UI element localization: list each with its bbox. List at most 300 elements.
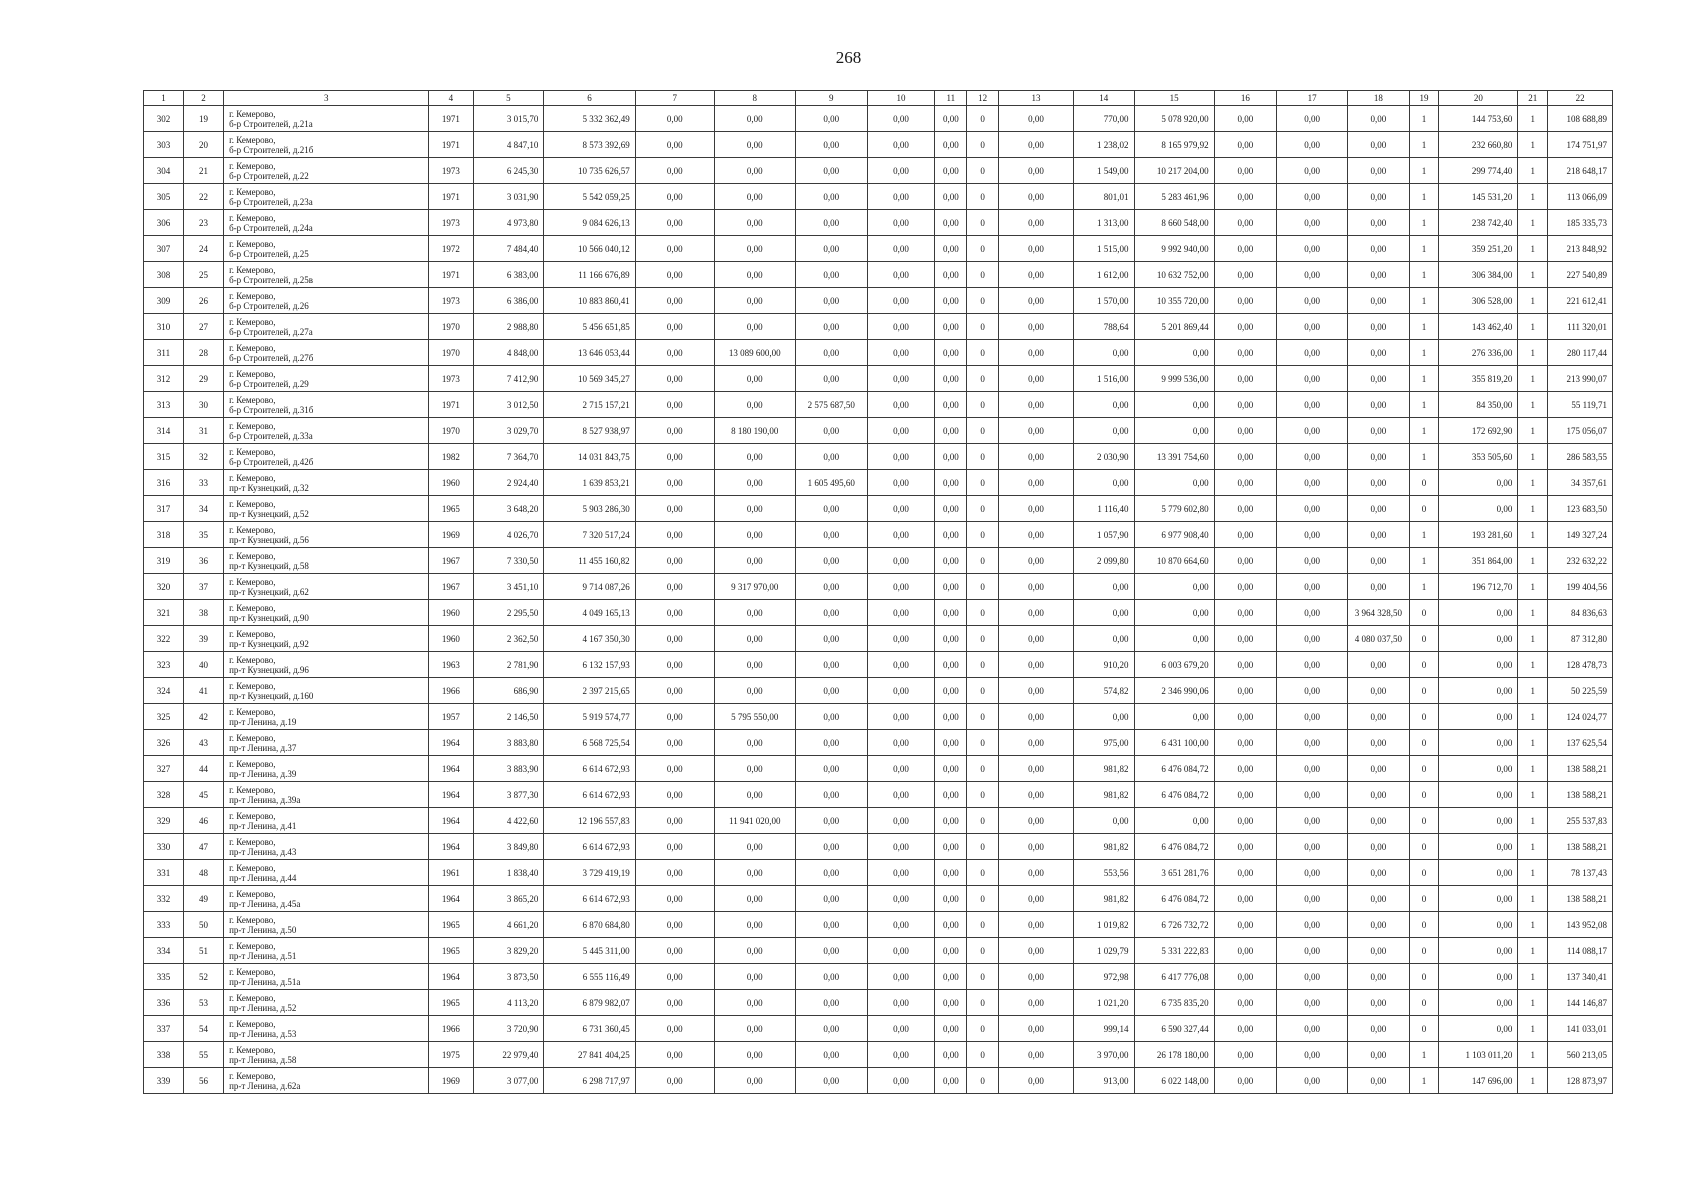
table-cell: 0,00 [999,262,1074,288]
table-row [144,418,1613,444]
table-cell: 6 003 679,20 [1134,652,1214,678]
table-cell: 1 [1409,106,1439,132]
table-cell: 0,00 [1348,210,1410,236]
table-cell: 0 [1409,470,1439,496]
table-cell: 29 [184,366,224,392]
table-cell: 2 715 157,21 [544,392,635,418]
page-number: 268 [835,48,862,67]
table-cell: 138 588,21 [1548,834,1613,860]
address-street: пр-т Кузнецкий, д.56 [229,534,309,545]
table-cell: 0,00 [867,418,935,444]
column-number-7: 7 [635,91,714,106]
table-cell: 50 225,59 [1548,678,1613,704]
table-cell: 0,00 [1134,418,1214,444]
table-cell: 0,00 [714,106,795,132]
table-cell: 322 [144,626,184,652]
table-cell: 0,00 [1277,496,1348,522]
table-cell: 0 [967,886,999,912]
table-row [144,652,1613,678]
table-cell: 46 [184,808,224,834]
table-cell: 6 568 725,54 [544,730,635,756]
table-cell: 0,00 [935,496,967,522]
table-cell: 1970 [429,418,473,444]
address-street: б-р Строителей, д.29 [229,378,309,389]
table-cell: 227 540,89 [1548,262,1613,288]
table-cell: 47 [184,834,224,860]
table-cell: 149 327,24 [1548,522,1613,548]
table-cell: 4 422,60 [473,808,544,834]
table-cell: 0,00 [1214,1068,1277,1094]
table-cell: 0,00 [867,444,935,470]
address-city: г. Кемерово, [229,758,276,769]
table-cell: 1 [1409,340,1439,366]
table-cell: 1964 [429,834,473,860]
table-cell: 0,00 [999,574,1074,600]
table-cell: 232 632,22 [1548,548,1613,574]
address-cell [224,756,429,782]
table-cell: 2 924,40 [473,470,544,496]
table-cell: 1 [1518,652,1548,678]
address-cell [224,106,429,132]
table-cell: 316 [144,470,184,496]
table-cell: 0,00 [1348,418,1410,444]
column-number-20: 20 [1439,91,1518,106]
table-cell: 4 847,10 [473,132,544,158]
table-cell: 3 451,10 [473,574,544,600]
table-cell: 333 [144,912,184,938]
table-cell: 0,00 [1134,340,1214,366]
table-cell: 0,00 [635,288,714,314]
table-cell: 5 779 602,80 [1134,496,1214,522]
table-cell: 2 030,90 [1073,444,1134,470]
table-cell: 0,00 [1214,288,1277,314]
table-cell: 2 988,80 [473,314,544,340]
table-cell: 0,00 [1214,834,1277,860]
table-cell: 0 [967,652,999,678]
table-cell: 0,00 [795,262,867,288]
table-row [144,158,1613,184]
table-cell: 0,00 [635,236,714,262]
table-cell: 0 [1409,652,1439,678]
table-cell: 11 455 160,82 [544,548,635,574]
table-cell: 0,00 [1214,496,1277,522]
table-cell: 53 [184,990,224,1016]
table-cell: 8 527 938,97 [544,418,635,444]
table-cell: 1965 [429,912,473,938]
address-cell [224,704,429,730]
table-cell: 1970 [429,314,473,340]
address-city: г. Кемерово, [229,472,276,483]
address-street: пр-т Ленина, д.45а [229,898,301,909]
table-cell: 5 445 311,00 [544,938,635,964]
table-cell: 0,00 [1214,600,1277,626]
table-cell: 0,00 [999,860,1074,886]
table-cell: 0,00 [1214,730,1277,756]
address-cell [224,548,429,574]
table-cell: 0,00 [999,236,1074,262]
table-cell: 0,00 [1348,470,1410,496]
table-cell: 0,00 [1348,756,1410,782]
table-cell: 3 648,20 [473,496,544,522]
table-cell: 0,00 [1348,652,1410,678]
table-cell: 0,00 [867,704,935,730]
table-cell: 1 [1518,1016,1548,1042]
table-cell: 8 165 979,92 [1134,132,1214,158]
table-cell: 0,00 [1277,470,1348,496]
table-cell: 6 383,00 [473,262,544,288]
table-body [144,106,1613,1094]
table-cell: 0,00 [1073,626,1134,652]
table-cell: 6 417 776,08 [1134,964,1214,990]
table-cell: 0 [1409,938,1439,964]
table-cell: 0,00 [1277,574,1348,600]
table-cell: 6 870 684,80 [544,912,635,938]
table-cell: 0,00 [1214,444,1277,470]
table-cell: 325 [144,704,184,730]
table-cell: 0,00 [1348,574,1410,600]
table-cell: 0,00 [1214,808,1277,834]
address-city: г. Кемерово, [229,550,276,561]
column-number-8: 8 [714,91,795,106]
table-cell: 0,00 [795,314,867,340]
table-cell: 0,00 [795,548,867,574]
table-cell: 0,00 [935,834,967,860]
table-cell: 0,00 [935,106,967,132]
table-cell: 339 [144,1068,184,1094]
table-cell: 26 178 180,00 [1134,1042,1214,1068]
table-cell: 20 [184,132,224,158]
column-number-19: 19 [1409,91,1439,106]
table-row [144,548,1613,574]
table-cell: 0 [967,210,999,236]
table-cell: 6 022 148,00 [1134,1068,1214,1094]
table-cell: 13 646 053,44 [544,340,635,366]
table-cell: 0,00 [999,886,1074,912]
table-cell: 0,00 [1277,106,1348,132]
address-city: г. Кемерово, [229,160,276,171]
table-cell: 1 838,40 [473,860,544,886]
table-row [144,860,1613,886]
table-cell: 0,00 [1277,704,1348,730]
table-cell: 10 566 040,12 [544,236,635,262]
table-cell: 2 362,50 [473,626,544,652]
table-cell: 1 [1409,444,1439,470]
table-cell: 5 542 059,25 [544,184,635,210]
table-cell: 1 [1518,678,1548,704]
table-cell: 0,00 [714,158,795,184]
table-cell: 0 [967,314,999,340]
table-cell: 1 612,00 [1073,262,1134,288]
address-street: пр-т Кузнецкий, д.62 [229,586,309,597]
table-cell: 0 [967,782,999,808]
table-cell: 1 [1409,392,1439,418]
table-row [144,1042,1613,1068]
table-cell: 0,00 [999,626,1074,652]
table-cell: 0,00 [714,210,795,236]
table-cell: 0,00 [1214,652,1277,678]
table-cell: 23 [184,210,224,236]
table-cell: 0,00 [635,1016,714,1042]
table-cell: 22 979,40 [473,1042,544,1068]
table-cell: 0 [967,704,999,730]
table-cell: 43 [184,730,224,756]
table-cell: 5 283 461,96 [1134,184,1214,210]
address-street: б-р Строителей, д.25в [229,274,313,285]
table-row [144,1068,1613,1094]
table-cell: 32 [184,444,224,470]
table-row [144,470,1613,496]
address-street: б-р Строителей, д.23а [229,196,313,207]
table-cell: 0,00 [867,496,935,522]
table-cell: 0 [1409,496,1439,522]
table-cell: 1957 [429,704,473,730]
table-cell: 0,00 [999,834,1074,860]
table-cell: 308 [144,262,184,288]
table-cell: 55 [184,1042,224,1068]
table-cell: 1967 [429,548,473,574]
table-cell: 0,00 [635,522,714,548]
table-cell: 0,00 [1214,470,1277,496]
table-cell: 0,00 [867,600,935,626]
table-cell: 1964 [429,756,473,782]
table-cell: 3 964 328,50 [1348,600,1410,626]
table-cell: 27 841 404,25 [544,1042,635,1068]
address-city: г. Кемерово, [229,524,276,535]
table-cell: 33 [184,470,224,496]
table-cell: 9 084 626,13 [544,210,635,236]
table-cell: 27 [184,314,224,340]
table-cell: 0,00 [714,496,795,522]
table-cell: 10 735 626,57 [544,158,635,184]
table-row [144,730,1613,756]
table-row [144,704,1613,730]
table-cell: 0,00 [1277,626,1348,652]
table-cell: 0,00 [935,210,967,236]
table-cell: 1960 [429,600,473,626]
table-cell: 0,00 [867,366,935,392]
table-cell: 0,00 [867,756,935,782]
table-cell: 0,00 [867,522,935,548]
address-city: г. Кемерово, [229,1070,276,1081]
table-row [144,496,1613,522]
table-cell: 327 [144,756,184,782]
table-cell: 1971 [429,184,473,210]
table-cell: 0,00 [1277,990,1348,1016]
table-cell: 0 [1409,990,1439,1016]
table-cell: 0,00 [999,158,1074,184]
table-cell: 12 196 557,83 [544,808,635,834]
table-cell: 351 864,00 [1439,548,1518,574]
table-row [144,990,1613,1016]
table-cell: 193 281,60 [1439,522,1518,548]
table-cell: 0,00 [1277,132,1348,158]
column-number-6: 6 [544,91,635,106]
table-cell: 0 [967,730,999,756]
table-cell: 0,00 [1348,366,1410,392]
table-cell: 0,00 [714,236,795,262]
table-cell: 0,00 [714,288,795,314]
table-row [144,782,1613,808]
table-cell: 331 [144,860,184,886]
table-cell: 0,00 [714,1042,795,1068]
table-cell: 4 973,80 [473,210,544,236]
table-cell: 123 683,50 [1548,496,1613,522]
table-cell: 6 386,00 [473,288,544,314]
table-cell: 0,00 [1439,860,1518,886]
table-cell: 10 569 345,27 [544,366,635,392]
table-cell: 0,00 [635,990,714,1016]
table-cell: 6 735 835,20 [1134,990,1214,1016]
table-cell: 0 [1409,912,1439,938]
table-cell: 913,00 [1073,1068,1134,1094]
table-cell: 0 [967,522,999,548]
column-number-4: 4 [429,91,473,106]
table-row [144,600,1613,626]
table-cell: 315 [144,444,184,470]
table-cell: 0 [1409,600,1439,626]
address-cell [224,522,429,548]
table-cell: 1971 [429,392,473,418]
table-cell: 0,00 [1348,1042,1410,1068]
table-cell: 0,00 [1439,886,1518,912]
table-cell: 0,00 [1348,314,1410,340]
table-cell: 0,00 [867,990,935,1016]
address-street: б-р Строителей, д.27а [229,326,313,337]
table-cell: 0,00 [935,938,967,964]
column-number-21: 21 [1518,91,1548,106]
table-cell: 0,00 [1214,1016,1277,1042]
column-number-16: 16 [1214,91,1277,106]
table-cell: 1 [1518,704,1548,730]
table-cell: 40 [184,652,224,678]
table-cell: 0,00 [635,548,714,574]
table-cell: 0,00 [935,1068,967,1094]
table-cell: 0,00 [1277,860,1348,886]
table-cell: 0,00 [1277,236,1348,262]
table-cell: 0,00 [1214,262,1277,288]
table-cell: 1 [1518,262,1548,288]
table-cell: 78 137,43 [1548,860,1613,886]
table-row [144,184,1613,210]
table-cell: 0 [967,678,999,704]
address-cell [224,392,429,418]
table-cell: 0,00 [935,756,967,782]
column-number-11: 11 [935,91,967,106]
table-cell: 0,00 [795,730,867,756]
table-cell: 0 [1409,808,1439,834]
address-cell [224,184,429,210]
address-street: пр-т Ленина, д.41 [229,820,297,831]
address-city: г. Кемерово, [229,706,276,717]
table-cell: 0,00 [1214,704,1277,730]
table-cell: 5 903 286,30 [544,496,635,522]
table-cell: 0,00 [1073,470,1134,496]
table-cell: 1 [1518,938,1548,964]
address-cell [224,990,429,1016]
table-cell: 0,00 [999,782,1074,808]
table-cell: 0,00 [795,106,867,132]
table-cell: 0,00 [1073,704,1134,730]
table-cell: 319 [144,548,184,574]
table-cell: 0,00 [999,730,1074,756]
table-cell: 0,00 [935,808,967,834]
address-street: пр-т Кузнецкий, д.52 [229,508,309,519]
table-cell: 0 [967,418,999,444]
table-cell: 6 476 084,72 [1134,782,1214,808]
table-cell: 0,00 [1439,600,1518,626]
table-cell: 113 066,09 [1548,184,1613,210]
table-cell: 1 [1518,600,1548,626]
table-cell: 0,00 [1214,678,1277,704]
table-cell: 6 977 908,40 [1134,522,1214,548]
table-cell: 4 026,70 [473,522,544,548]
table-cell: 0,00 [867,392,935,418]
table-row [144,886,1613,912]
table-cell: 0,00 [714,756,795,782]
table-cell: 0,00 [867,158,935,184]
table-cell: 332 [144,886,184,912]
table-cell: 5 078 920,00 [1134,106,1214,132]
table-cell: 0,00 [1348,860,1410,886]
table-cell: 0,00 [1439,782,1518,808]
table-cell: 0,00 [1214,860,1277,886]
table-cell: 0,00 [935,340,967,366]
table-cell: 0,00 [1348,704,1410,730]
table-cell: 770,00 [1073,106,1134,132]
table-cell: 1 [1409,574,1439,600]
table-cell: 3 865,20 [473,886,544,912]
table-cell: 30 [184,392,224,418]
address-city: г. Кемерово, [229,290,276,301]
table-cell: 318 [144,522,184,548]
table-cell: 0,00 [635,158,714,184]
table-cell: 0,00 [999,392,1074,418]
table-cell: 306 384,00 [1439,262,1518,288]
table-cell: 6 590 327,44 [1134,1016,1214,1042]
table-cell: 137 340,41 [1548,964,1613,990]
table-cell: 4 080 037,50 [1348,626,1410,652]
table-cell: 0,00 [867,574,935,600]
table-cell: 1 [1518,886,1548,912]
table-cell: 1 103 011,20 [1439,1042,1518,1068]
table-cell: 7 320 517,24 [544,522,635,548]
table-cell: 0,00 [1277,366,1348,392]
table-cell: 1 [1518,912,1548,938]
table-cell: 0,00 [1277,262,1348,288]
table-cell: 1966 [429,678,473,704]
table-cell: 972,98 [1073,964,1134,990]
address-cell [224,340,429,366]
table-cell: 0,00 [867,938,935,964]
address-street: б-р Строителей, д.21а [229,118,313,129]
table-cell: 0,00 [935,990,967,1016]
table-cell: 0,00 [867,964,935,990]
table-cell: 2 397 215,65 [544,678,635,704]
table-cell: 1 [1518,730,1548,756]
table-cell: 1 [1518,964,1548,990]
table-cell: 5 332 362,49 [544,106,635,132]
table-cell: 1 029,79 [1073,938,1134,964]
table-cell: 4 848,00 [473,340,544,366]
address-cell [224,158,429,184]
address-city: г. Кемерово, [229,368,276,379]
table-cell: 0,00 [1214,522,1277,548]
address-city: г. Кемерово, [229,420,276,431]
table-cell: 0,00 [795,522,867,548]
table-cell: 7 484,40 [473,236,544,262]
table-cell: 0,00 [1277,756,1348,782]
table-row [144,210,1613,236]
